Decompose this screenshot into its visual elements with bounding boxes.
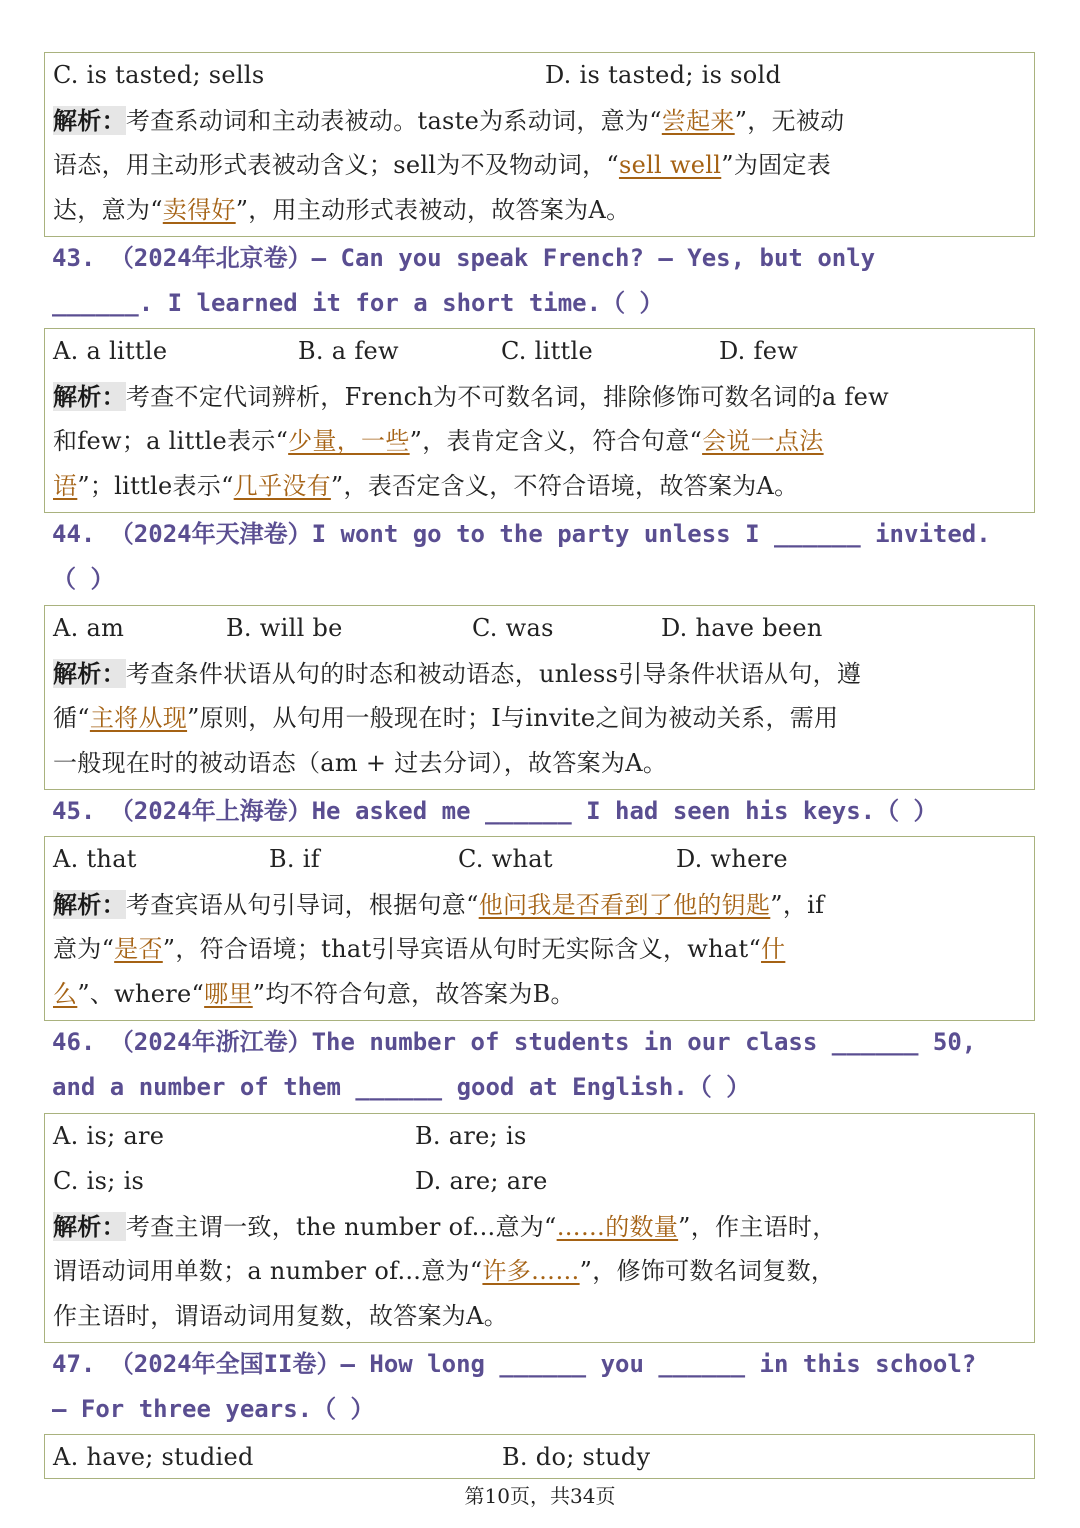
- answer-box-42: [44, 52, 1035, 237]
- option-a: A. have; studied: [53, 1443, 254, 1471]
- analysis-text: 考查不定代词辨析，French为不可数名词，排除修饰可数名词的a few: [125, 383, 889, 411]
- option-d: D. are; are: [415, 1167, 548, 1195]
- answer-box-43: [44, 328, 1035, 513]
- analysis-text: 考查系动词和主动表被动。taste为系动词，意为“: [125, 107, 662, 135]
- option-a: A. that: [53, 845, 137, 873]
- analysis-label: 解析：: [53, 106, 126, 135]
- analysis-line: [53, 188, 1034, 233]
- analysis-label: 解析：: [53, 1212, 126, 1241]
- option-d: D. is tasted; is sold: [545, 61, 782, 89]
- analysis-label: 解析：: [53, 382, 126, 411]
- options-row: [53, 329, 1034, 374]
- highlight-text: 主将从现: [89, 704, 188, 732]
- analysis-line: [53, 972, 1034, 1017]
- answer-box-47: [44, 1434, 1035, 1479]
- question-line: and a number of them ______ good at English.（ ）: [52, 1073, 751, 1101]
- analysis-text: ”，表否定含义，不符合语境，故答案为A。: [330, 472, 799, 500]
- question-line: 43. （2024年北京卷）— Can you speak French? — Yes, but only: [52, 244, 876, 272]
- analysis-line: [53, 1249, 1034, 1294]
- analysis-text: ”均不符合句意，故答案为B。: [252, 980, 575, 1008]
- analysis-label: 解析：: [53, 890, 126, 919]
- options-row: [53, 1114, 1034, 1159]
- highlight-text: 语: [53, 472, 78, 500]
- analysis-label: 解析：: [53, 659, 126, 688]
- analysis-text: ”，作主语时，: [678, 1213, 837, 1241]
- question-47: [52, 1342, 1052, 1432]
- analysis-text: 谓语动词用单数；a number of...意为“: [53, 1257, 483, 1285]
- analysis-text: ”、where“: [77, 980, 205, 1008]
- highlight-text: 什: [761, 935, 786, 963]
- analysis-line: [53, 419, 1034, 464]
- option-b: B. do; study: [502, 1443, 651, 1471]
- analysis-line: [53, 741, 1034, 786]
- analysis-text: 作主语时，谓语动词用复数，故答案为A。: [53, 1302, 509, 1330]
- analysis-line: [53, 374, 1034, 419]
- analysis-text: ”，无被动: [734, 107, 845, 135]
- analysis-text: 考查宾语从句引导词，根据句意“: [125, 891, 479, 919]
- question-line: （ ）: [52, 565, 115, 593]
- analysis-text: ”，修饰可数名词复数，: [579, 1257, 836, 1285]
- highlight-text: 哪里: [204, 980, 253, 1008]
- analysis-text: 一般现在时的被动语态（am + 过去分词），故答案为A。: [53, 749, 668, 777]
- question-46: [52, 1020, 1052, 1110]
- analysis-text: ”；little表示“: [77, 472, 234, 500]
- question-line: 47. （2024年全国II卷）— How long ______ you ______ in this school?: [52, 1350, 977, 1378]
- analysis-text: ”，if: [770, 891, 825, 919]
- option-a: A. am: [53, 614, 125, 642]
- option-d: D. have been: [661, 614, 823, 642]
- analysis-line: [53, 98, 1034, 143]
- highlight-text: 他问我是否看到了他的钥匙: [478, 891, 771, 919]
- analysis-text: 意为“: [53, 935, 115, 963]
- option-b: B. if: [269, 845, 320, 873]
- answer-box-45: [44, 836, 1035, 1021]
- highlight-text: 么: [53, 980, 78, 1008]
- option-c: C. is; is: [53, 1167, 145, 1195]
- options-row: [53, 837, 1034, 882]
- analysis-text: 循“: [53, 704, 90, 732]
- highlight-text: 是否: [114, 935, 163, 963]
- option-c: C. was: [472, 614, 554, 642]
- analysis-text: ”，表肯定含义，符合句意“: [409, 427, 703, 455]
- analysis-line: [53, 882, 1034, 927]
- options-row: [53, 1159, 1034, 1204]
- analysis-line: [53, 651, 1034, 696]
- analysis-text: 达，意为“: [53, 196, 163, 224]
- option-d: D. few: [719, 337, 799, 365]
- option-b: B. a few: [298, 337, 399, 365]
- option-b: B. are; is: [415, 1122, 527, 1150]
- question-line: 46. （2024年浙江卷）The number of students in our class ______ 50,: [52, 1028, 977, 1056]
- option-c: C. is tasted; sells: [53, 61, 265, 89]
- analysis-text: 和few；a little表示“: [53, 427, 289, 455]
- option-c: C. what: [458, 845, 553, 873]
- analysis-text: ”，符合语境；that引导宾语从句时无实际含义，what“: [162, 935, 762, 963]
- analysis-line: [53, 464, 1034, 509]
- options-row: [53, 606, 1034, 651]
- highlight-text: 几乎没有: [233, 472, 331, 500]
- question-line: 45. （2024年上海卷）He asked me ______ I had seen his keys.（ ）: [52, 797, 938, 825]
- options-row: [53, 53, 1034, 98]
- highlight-text: 少量，一些: [288, 427, 410, 455]
- highlight-text: 尝起来: [661, 107, 735, 135]
- analysis-line: [53, 927, 1034, 972]
- analysis-line: [53, 696, 1034, 741]
- option-d: D. where: [676, 845, 788, 873]
- highlight-text: 许多……: [482, 1257, 580, 1285]
- analysis-text: ”为固定表: [721, 151, 832, 179]
- analysis-text: 考查主谓一致，the number of...意为“: [125, 1213, 557, 1241]
- question-line: 44. （2024年天津卷）I wont go to the party unless I ______ invited.: [52, 520, 991, 548]
- answer-box-44: [44, 605, 1035, 790]
- analysis-text: ”，用主动形式表被动，故答案为A。: [235, 196, 631, 224]
- question-line: ______. I learned it for a short time.（ ）: [52, 289, 664, 317]
- question-line: — For three years.（ ）: [52, 1395, 375, 1423]
- highlight-text: sell well: [618, 151, 722, 179]
- analysis-line: [53, 143, 1034, 188]
- analysis-text: 语态，用主动形式表被动含义；sell为不及物动词，“: [53, 151, 619, 179]
- highlight-text: 会说一点法: [702, 427, 824, 455]
- analysis-text: ”原则，从句用一般现在时；I与invite之间为被动关系，需用: [187, 704, 839, 732]
- analysis-line: [53, 1204, 1034, 1249]
- question-43: [52, 236, 1052, 326]
- question-44: [52, 512, 1052, 602]
- highlight-text: ……的数量: [556, 1213, 679, 1241]
- options-row: [53, 1435, 1034, 1480]
- option-b: B. will be: [226, 614, 343, 642]
- page-number: 第10页，共34页: [464, 1484, 616, 1508]
- answer-box-46: [44, 1113, 1035, 1343]
- question-45: [52, 789, 1052, 834]
- analysis-text: 考查条件状语从句的时态和被动语态，unless引导条件状语从句，遵: [125, 660, 862, 688]
- analysis-line: [53, 1294, 1034, 1339]
- option-a: A. a little: [53, 337, 168, 365]
- option-c: C. little: [501, 337, 593, 365]
- option-a: A. is; are: [53, 1122, 165, 1150]
- highlight-text: 卖得好: [162, 196, 236, 224]
